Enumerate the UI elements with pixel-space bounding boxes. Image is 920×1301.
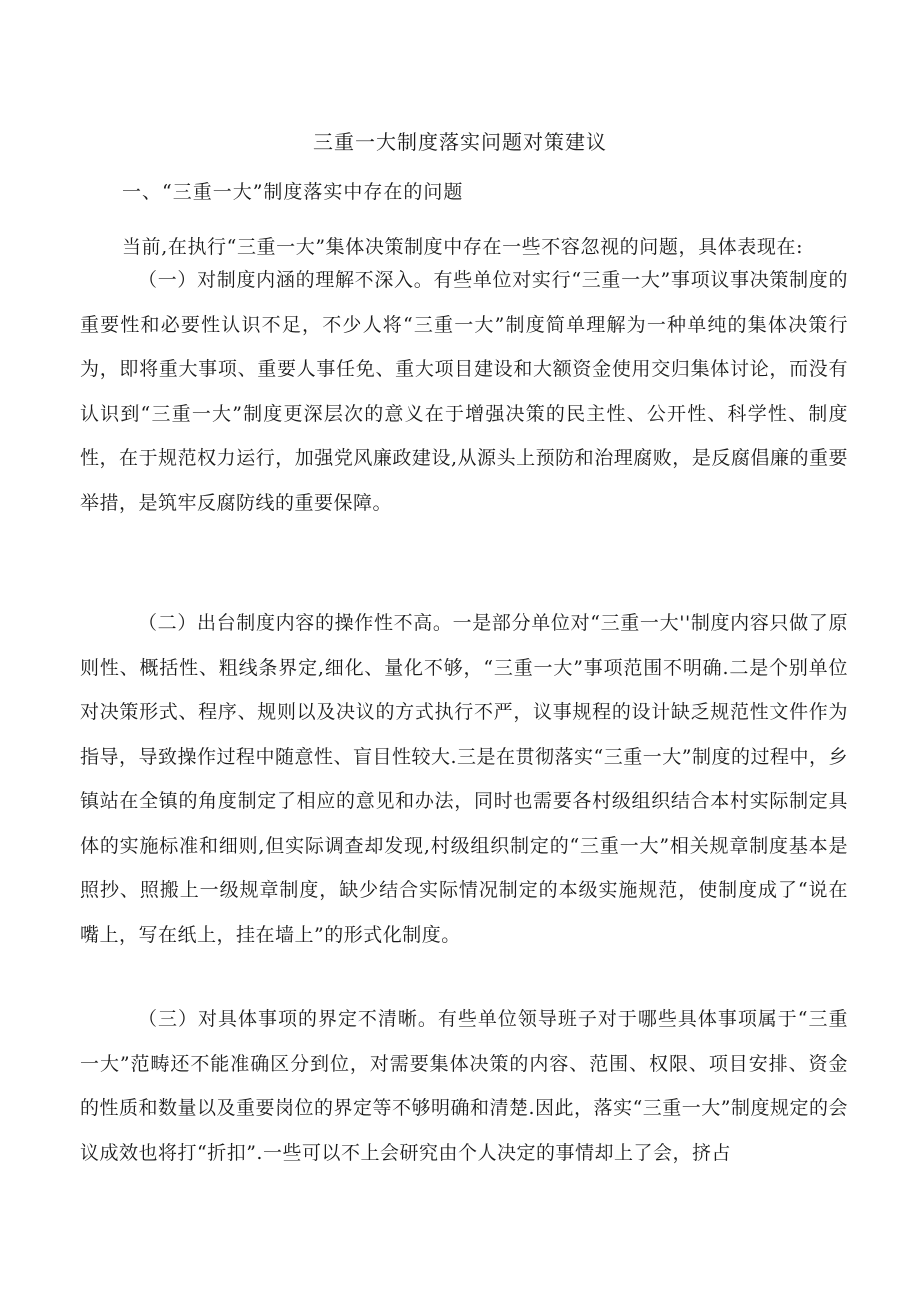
paragraph-operability: （二）出台制度内容的操作性不高。一是部分单位对“三重一大''制度内容只做了原则性、概括性、粗线条界定,细化、量化不够，“三重一大”事项范围不明确.二是个别单位对决策形式、程序、规则以及决议的方式执行不严，议事规程的设计缺乏规范性文件作为指导，导致操作过程中随意性、盲目性较大.三是在贯彻落实“三重一大”制度的过程中，乡镇站在全镇的角度制定了相应的意见和办法，同时也需要各村级组织结合本村实际制定具体的实施标准和细则,但实际调查却发现,村级组织制定的“三重一大”相关规章制度基本是照抄、照搬上一级规章制度，缺少结合实际情况制定的本级实施规范，使制度成了“说在嘴上，写在纸上，挂在墙上”的形式化制度。 xyxy=(80,612,848,946)
intro-paragraph: 当前,在执行“三重一大”集体决策制度中存在一些不容忽视的问题，具体表现在: xyxy=(122,236,804,258)
document-title: 三重一大制度落实问题对策建议 xyxy=(313,130,607,154)
paragraph-understanding: （一）对制度内涵的理解不深入。有些单位对实行“三重一大”事项议事决策制度的重要性和必要性认识不足，不少人将“三重一大”制度简单理解为一种单纯的集体决策行为，即将重大事项、重要人事任免、重大项目建设和大额资金使用交归集体讨论，而没有认识到“三重一大”制度更深层次的意义在于增强决策的民主性、公开性、科学性、制度性，在于规范权力运行，加强党风廉政建设,从源头上预防和治理腐败，是反腐倡廉的重要举措，是筑牢反腐防线的重要保障。 xyxy=(80,269,848,514)
section-heading: 一、“三重一大”制度落实中存在的问题 xyxy=(122,181,464,203)
paragraph-definition: （三）对具体事项的界定不清晰。有些单位领导班子对于哪些具体事项属于“三重一大”范畴还不能准确区分到位，对需要集体决策的内容、范围、权限、项目安排、资金的性质和数量以及重要岗位的界定等不够明确和清楚.因此，落实“三重一大”制度规定的会议成效也将打“折扣”.一些可以不上会研究由个人决定的事情却上了会，挤占 xyxy=(80,1008,848,1164)
